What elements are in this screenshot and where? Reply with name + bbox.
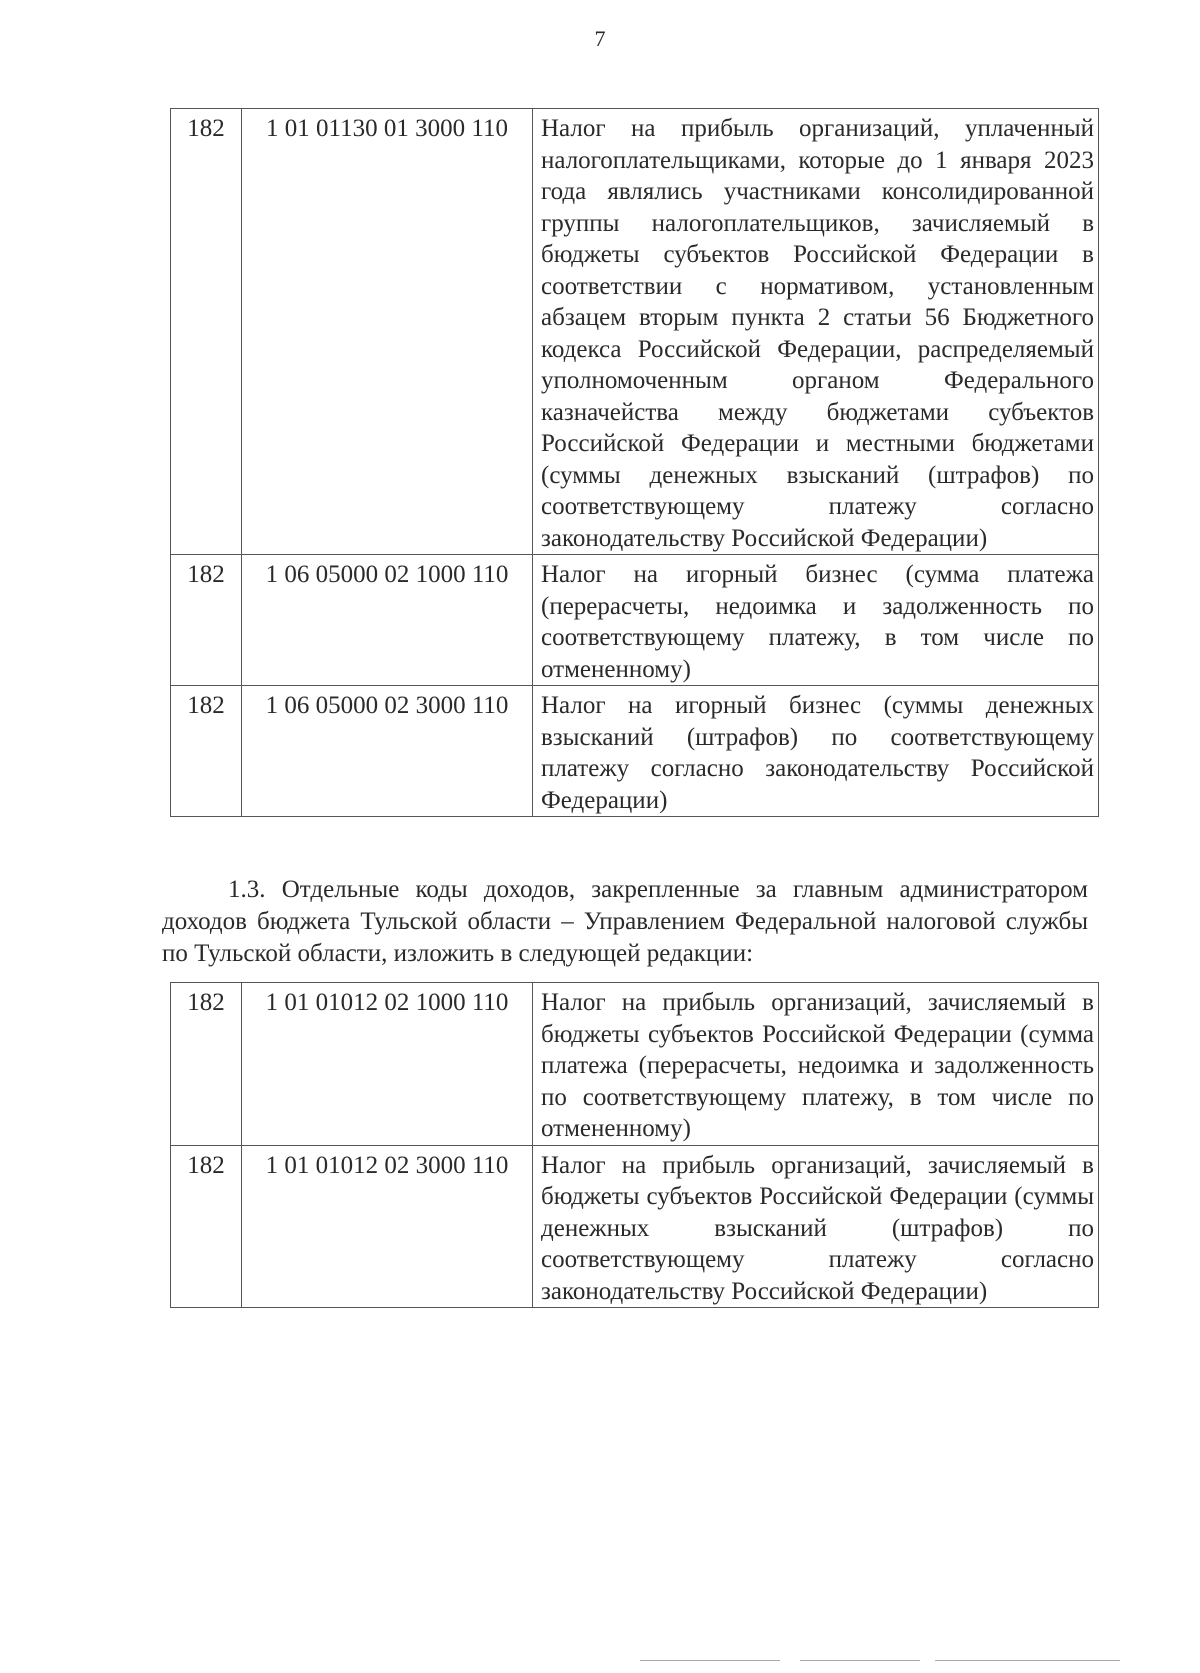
table-row xyxy=(171,109,1099,555)
description-cell: Налог на игорный бизнес (сумма платежа (перерасчеты, недоимка и задолженность по соответствующему платежу, в том числе по отмененному) xyxy=(533,555,1099,686)
table-row xyxy=(171,555,1099,686)
income-codes-table-2 xyxy=(170,982,1099,1308)
scan-artifact-line xyxy=(935,1660,1120,1661)
income-code-cell: 1 01 01130 01 3000 110 xyxy=(242,109,533,555)
admin-code-cell: 182 xyxy=(171,686,242,817)
page-number: 7 xyxy=(594,26,606,51)
scan-artifact-line xyxy=(640,1660,780,1661)
income-code-cell: 1 01 01012 02 3000 110 xyxy=(242,1145,533,1308)
admin-code-cell: 182 xyxy=(171,109,242,555)
income-codes-table-1 xyxy=(170,108,1099,817)
description-cell: Налог на игорный бизнес (суммы денежных взысканий (штрафов) по соответствующему платежу согласно законодательству Российской Федерации) xyxy=(533,686,1099,817)
admin-code-cell: 182 xyxy=(171,555,242,686)
scan-artifact-line xyxy=(800,1660,920,1661)
table-row xyxy=(171,983,1099,1146)
income-code-cell: 1 06 05000 02 1000 110 xyxy=(242,555,533,686)
section-paragraph: 1.3. Отдельные коды доходов, закрепленные за главным администратором доходов бюджета Тульской области – Управлением Федеральной налоговой службы по Тульской области, изложить в следующей редакции: xyxy=(162,876,1088,967)
table-row xyxy=(171,686,1099,817)
admin-code-cell: 182 xyxy=(171,983,242,1146)
income-code-cell: 1 01 01012 02 1000 110 xyxy=(242,983,533,1146)
description-cell: Налог на прибыль организаций, зачисляемый в бюджеты субъектов Российской Федерации (сумма платежа (перерасчеты, недоимка и задолженность по соответствующему платежу, в том числе по отмененному) xyxy=(533,983,1099,1146)
admin-code-cell: 182 xyxy=(171,1145,242,1308)
table-row xyxy=(171,1145,1099,1308)
description-cell: Налог на прибыль организаций, зачисляемый в бюджеты субъектов Российской Федерации (суммы денежных взысканий (штрафов) по соответствующему платежу согласно законодательству Российской Федерации) xyxy=(533,1145,1099,1308)
description-cell: Налог на прибыль организаций, уплаченный налогоплательщиками, которые до 1 января 2023 года являлись участниками консолидированной группы налогоплательщиков, зачисляемый в бюджеты субъектов Российской Федерации в соответствии с нормативом, установленным абзацем вторым пункта 2 статьи 56 Бюджетного кодекса Российской Федерации, распределяемый уполномоченным органом Федерального казначейства между бюджетами субъектов Российской Федерации и местными бюджетами (суммы денежных взысканий (штрафов) по соответствующему платежу согласно законодательству Российской Федерации) xyxy=(533,109,1099,555)
income-code-cell: 1 06 05000 02 3000 110 xyxy=(242,686,533,817)
